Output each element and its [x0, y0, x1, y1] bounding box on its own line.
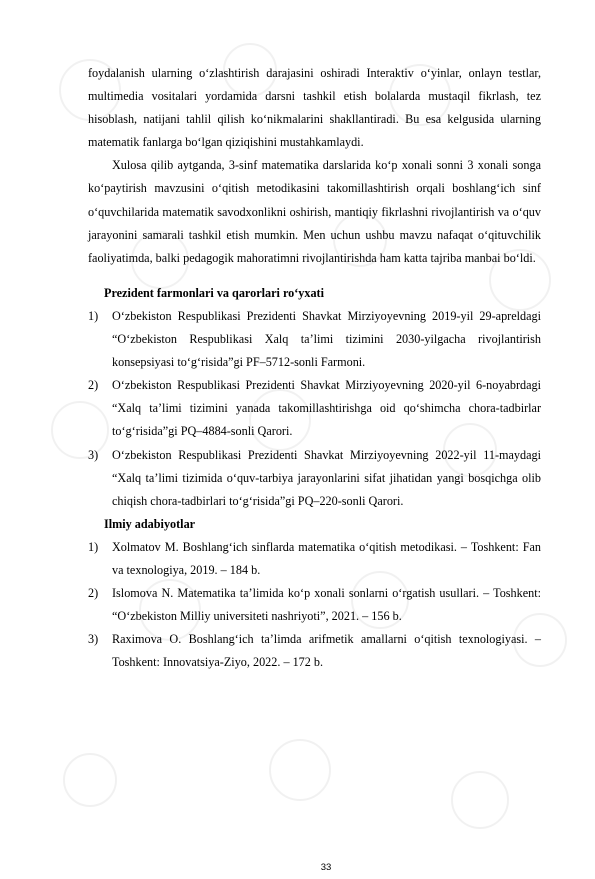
list-item-text: O‘zbekiston Respublikasi Prezidenti Shavkat Mirziyoyevning 2019-yil 29-apreldagi “O‘zbekiston Respublikasi Xalq ta’limi tizimini 2030-yilgacha rivojlantirish konsepsiyasi to‘g‘risida”gi PF–5712-sonli Farmoni.: [112, 308, 541, 370]
page-number: 33: [320, 862, 332, 873]
document-page: [88, 62, 541, 873]
list-item-number: 2): [88, 586, 99, 601]
literature-heading: Ilmiy adabiyotlar: [104, 516, 196, 531]
list-item-text: Islomova N. Matematika ta’limida ko‘p xonali sonlarni o‘rgatish usullari. – Toshkent: “O‘zbekiston Milliy universiteti nashriyoti”, 2021. – 156 b.: [112, 586, 541, 624]
list-item-text: O‘zbekiston Respublikasi Prezidenti Shavkat Mirziyoyevning 2020-yil 6-noyabrdagi “Xalq ta’limi tizimini yanada takomillashtirishga oid qo‘shimcha chora-tadbirlar to‘g‘risida”gi PQ–4884-sonli Qarori.: [112, 378, 541, 439]
decrees-heading: Prezident farmonlari va qarorlari ro‘yxati: [104, 285, 325, 300]
paragraph-conclusion: Xulosa qilib aytganda, 3-sinf matematika darslarida ko‘p xonali sonni 3 xonali songa ko‘paytirish mavzusini o‘qitish metodikasini takomillashtirish orqali boshlang‘ich sinf o‘quvchilarida matematik savodxonlikni oshirish, mantiqiy fikrlashni rivojlantirish va o‘quv jarayonini samarali tashkil etish mumkin. Men uchun ushbu mavzu nafaqat o‘qituvchilik faoliyatimda, balki pedagogik mahoratimni rivojlantirishda ham katta tajriba manbai bo‘ldi.: [88, 158, 541, 265]
list-item-number: 1): [88, 308, 99, 323]
paragraph-continuation: foydalanish ularning o‘zlashtirish darajasini oshiradi Interaktiv o‘yinlar, onlayn testlar, multimedia vositalari yordamida darsni tashkil etish bolalarda mustaqil fikrlash, tez hisoblash, natijani tahlil qilish ko‘nikmalarini shakllantiradi. Bu esa kelgusida ularning matematik fanlarga bo‘lgan qiziqishini mustahkamlaydi.: [88, 66, 541, 150]
list-item-number: 2): [88, 378, 99, 393]
list-item-number: 3): [88, 447, 99, 462]
list-item-text: Xolmatov M. Boshlang‘ich sinflarda matematika o‘qitish metodikasi. – Toshkent: Fan va texnologiya, 2019. – 184 b.: [112, 539, 541, 577]
list-item: [88, 305, 541, 374]
list-item-text: Raximova O. Boshlang‘ich ta’limda arifmetik amallarni o‘qitish texnologiyasi. – Toshkent: Innovatsiya-Ziyo, 2022. – 172 b.: [112, 632, 541, 670]
list-item-number: 1): [88, 539, 99, 554]
list-item: [88, 536, 541, 582]
decrees-list: [88, 305, 541, 513]
list-item: [88, 582, 541, 628]
list-item: [88, 374, 541, 443]
list-item-number: 3): [88, 632, 99, 647]
list-item-text: O‘zbekiston Respublikasi Prezidenti Shavkat Mirziyoyevning 2022-yil 11-maydagi “Xalq ta’limi tizimida o‘quv-tarbiya jarayonlarini sifat jihatidan yangi bosqichga olib chiqish chora-tadbirlari to‘g‘risida”gi PQ–220-sonli Qarori.: [112, 447, 541, 508]
list-item: [88, 628, 541, 674]
list-item: [88, 444, 541, 513]
literature-list: [88, 536, 541, 675]
